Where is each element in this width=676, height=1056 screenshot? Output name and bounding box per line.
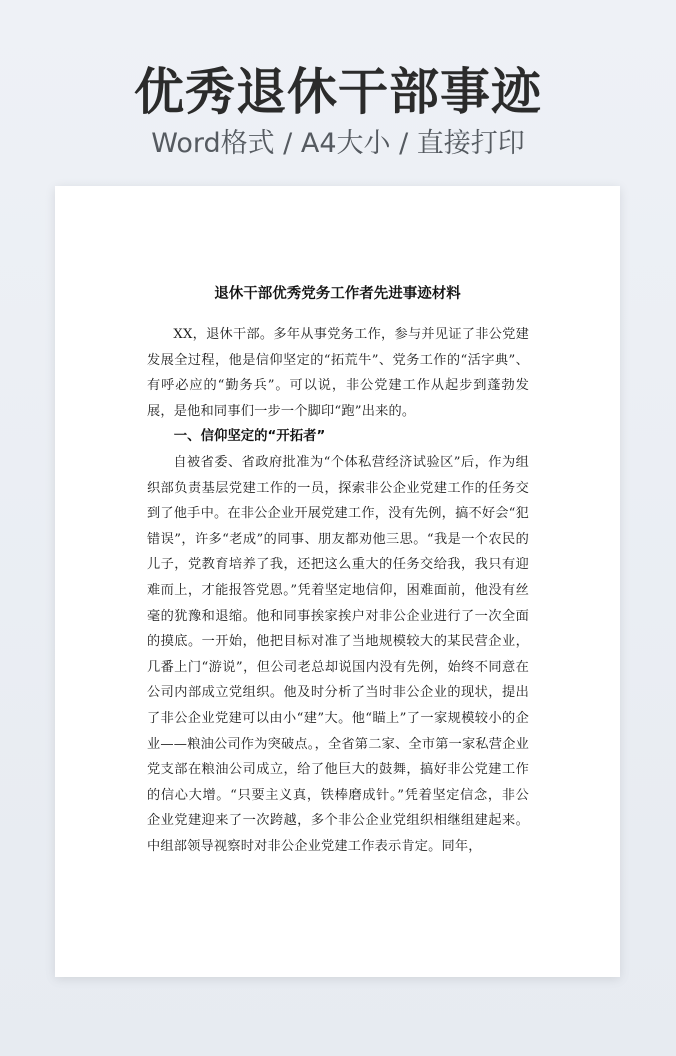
document-title: 退休干部优秀党务工作者先进事迹材料 — [214, 286, 461, 302]
page-title: 优秀退休干部事迹 — [134, 63, 542, 121]
page-subtitle: Word格式 / A4大小 / 直接打印 — [151, 128, 525, 159]
document-page — [55, 186, 620, 977]
section-heading: 一、信仰坚定的“开拓者” — [173, 429, 326, 445]
paragraph-section-1: 自被省委、省政府批准为“个体私营经济试验区”后，作为组织部负责基层党建工作的一员，探索非公企业党建工作的任务交到了他手中。在非公企业开展党建工作，没有先例，搞不好会“犯错误”，许多“老成”的同事、朋友都劝他三思。“我是一个农民的儿子，党教育培养了我，还把这么重大的任务交给我，我只有迎难而上，才能报答党恩。”凭着坚定地信仰，困难面前，他没有丝毫的犹豫和退缩。他和同事挨家挨户对非公企业进行了一次全面的摸底。一开始，他把目标对准了当地规模较大的某民营企业，几番上门“游说”，但公司老总却说国内没有先例，始终不同意在公司内部成立党组织。他及时分析了当时非公企业的现状，提出了非公企业党建可以由小“建”大。他“瞄上”了一家规模较小的企业——粮油公司作为突破点。，全省第二家、全市第一家私营企业党支部在粮油公司成立，给了他巨大的鼓舞，搞好非公党建工作的信心大增。“只要主义真，铁棒磨成针。”凭着坚定信念，非公企业党建迎来了一次跨越，多个非公企业党组织相继组建起来。中组部领导视察时对非公企业党建工作表示肯定。同年， — [147, 454, 529, 854]
document-body — [147, 322, 529, 859]
paragraph-intro: XX，退休干部。多年从事党务工作，参与并见证了非公党建发展全过程，他是信仰坚定的“拓荒牛”、党务工作的“活字典”、有呼必应的“勤务兵”。可以说，非公党建工作从起步到蓬勃发展，是他和同事们一步一个脚印“跑”出来的。 — [147, 327, 529, 419]
page-header — [0, 60, 676, 162]
